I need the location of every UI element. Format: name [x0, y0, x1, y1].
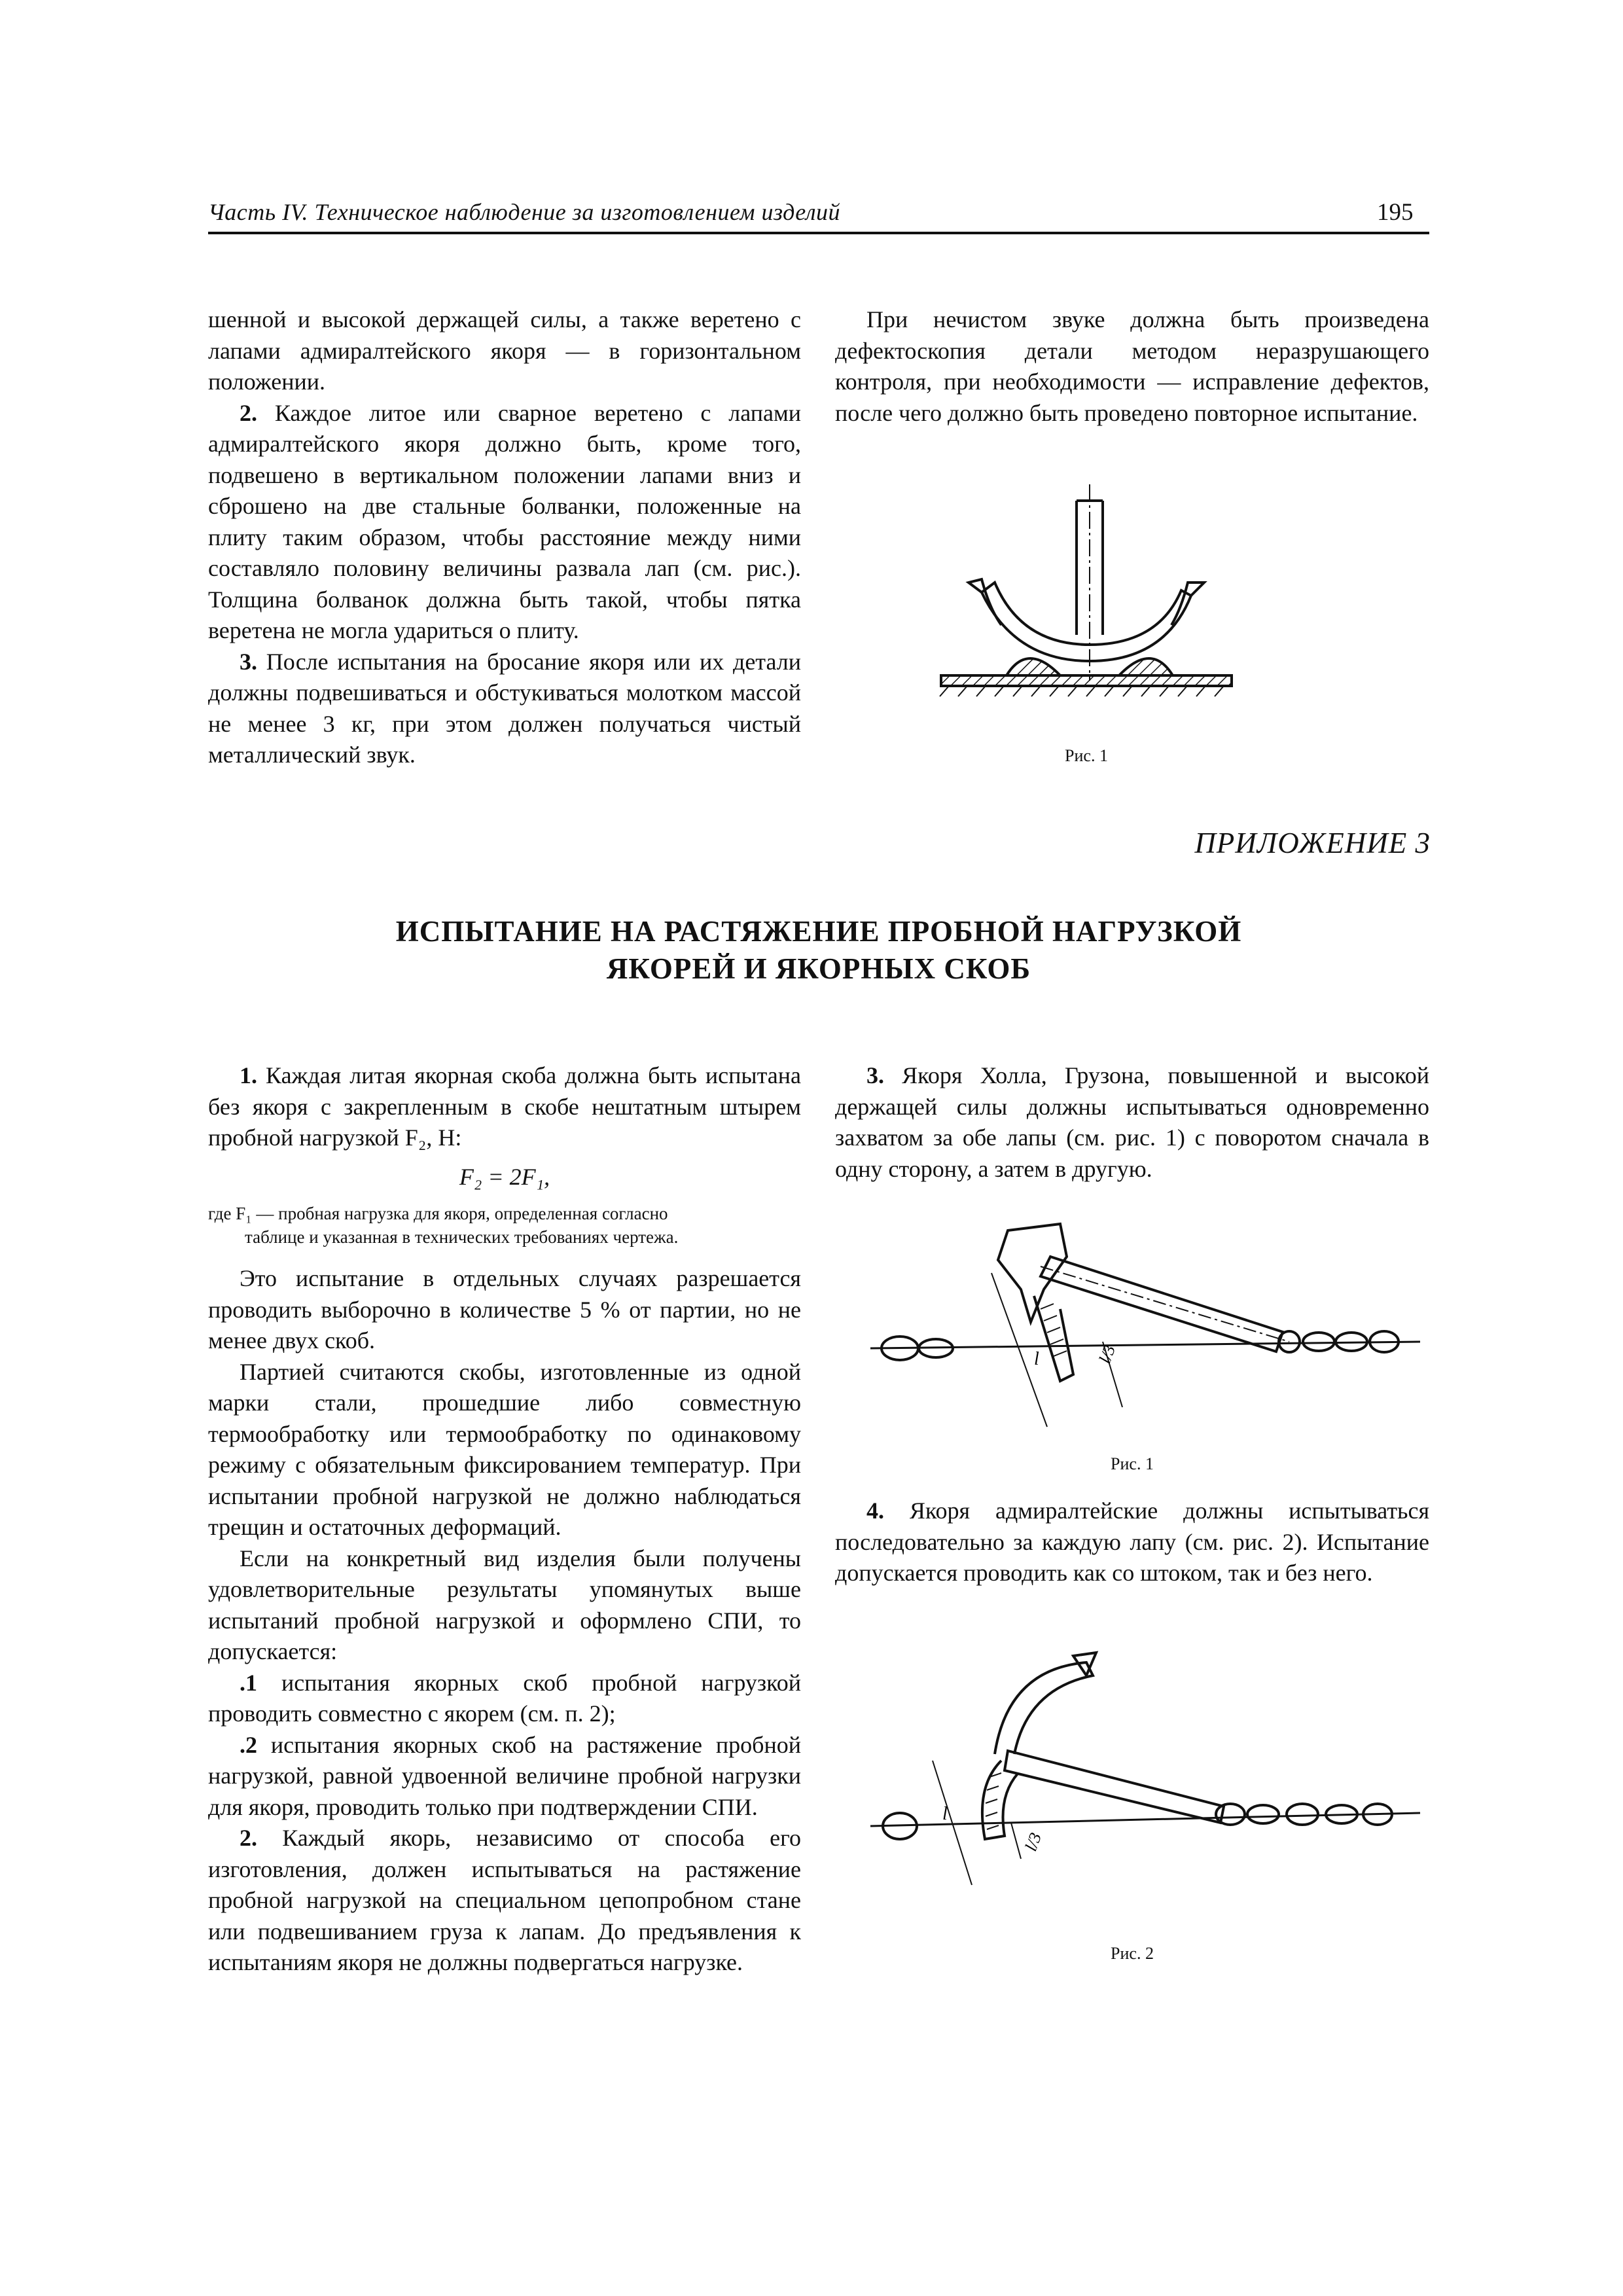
bottom-right-column-top — [835, 1060, 1429, 1185]
right-chain-link-1 — [1247, 1805, 1279, 1823]
bottom-left-column — [208, 1060, 801, 1979]
formula: F₂ = 2F₁, — [459, 1163, 550, 1190]
figure-2-caption: Рис. 2 — [1111, 1944, 1154, 1963]
paragraph-batch: Партией считаются скобы, изготовленные из одной марки стали, прошедшие либо совместную термообработку или термообработку по одинаковому режиму с обязательным фиксированием температур. При испытании пробной нагрузкой не должно наблюдаться трещин и остаточных деформаций. — [208, 1358, 801, 1540]
item-number: 2. — [240, 399, 257, 426]
paragraph-text: После испытания на бросание якоря или их детали должны подвешиваться и обстукиваться молотком массой не менее 3 кг, при этом должен получаться чистый металлический звук. — [208, 648, 801, 768]
item-number: 1. — [240, 1062, 257, 1088]
header-rule — [208, 232, 1429, 234]
steel-block-right — [1119, 658, 1173, 675]
figure-1-caption: Рис. 1 — [1111, 1454, 1154, 1473]
paragraph-4 — [835, 1496, 1429, 1589]
paragraph-text: испытания якорных скоб на растяжение пробной нагрузкой, равной удвоенной величине пробной нагрузки для якоря, проводить только при подтверждении СПИ. — [208, 1731, 801, 1820]
anchor-arms — [982, 583, 1191, 661]
paragraph-2 — [208, 1823, 801, 1979]
running-header-title: Часть IV. Техническое наблюдение за изготовлением изделий — [208, 199, 841, 225]
anchor-drop-figure — [929, 484, 1243, 720]
top-right-column — [835, 304, 1429, 429]
appendix-label: ПРИЛОЖЕНИЕ 3 — [1194, 827, 1431, 859]
anchor-shank — [1041, 1257, 1283, 1352]
paragraph-continued: шенной и высокой держащей силы, а также веретено с лапами адмиралтейского якоря — в горизонтальном положении. — [208, 306, 801, 395]
dimension-label-l3: l/3 — [1021, 1830, 1046, 1854]
section-title-line2: ЯКОРЕЙ И ЯКОРНЫХ СКОБ — [606, 952, 1031, 985]
note-line-2: таблице и указанная в технических требованиях чертежа. — [245, 1227, 679, 1247]
bottom-right-column-mid — [835, 1496, 1429, 1589]
anchor-upper-arm — [995, 1662, 1093, 1754]
dimension-label-l3: l/3 — [1095, 1342, 1120, 1367]
paragraph-defectoscopy: При нечистом звуке должна быть произведена дефектоскопия детали методом неразрушающего контроля, при необходимости — исправление дефектов, после чего должно быть проведено повторное испытание. — [835, 306, 1429, 426]
right-shackle — [1216, 1804, 1245, 1825]
paragraph-permission: Если на конкретный вид изделия были получены удовлетворительные результаты упомянутых выше испытаний пробной нагрузкой и оформлено СПИ, то допускается: — [208, 1545, 801, 1664]
hall-anchor-tension-figure — [844, 1211, 1433, 1427]
dimension-label-l: l — [1034, 1349, 1039, 1369]
paragraph-3 — [208, 647, 801, 771]
list-item-2 — [208, 1730, 801, 1823]
paragraph-text: Якоря Холла, Грузона, повышенной и высокой держащей силы должны испытываться одновременно захватом за обе лапы (см. рис. 1) с поворотом сначала в одну сторону, а затем в другую. — [835, 1062, 1430, 1182]
paragraph-sampling: Это испытание в отдельных случаях разрешается проводить выборочно в количестве 5 % от партии, но не менее двух скоб. — [208, 1265, 801, 1354]
right-chain-link-1 — [1303, 1333, 1334, 1351]
section-title-line1: ИСПЫТАНИЕ НА РАСТЯЖЕНИЕ ПРОБНОЙ НАГРУЗКОЙ — [395, 915, 1242, 948]
dimension-line-l3 — [1011, 1823, 1021, 1859]
admiralty-anchor-tension-figure — [844, 1643, 1433, 1905]
top-left-column — [208, 304, 801, 771]
steel-block-left — [1007, 658, 1060, 675]
paragraph-2 — [208, 398, 801, 647]
paragraph-3 — [835, 1060, 1429, 1185]
anchor-crown — [998, 1224, 1067, 1322]
item-number: .2 — [240, 1731, 257, 1758]
paragraph-text: Каждый якорь, независимо от способа его изготовления, должен испытываться на растяжение пробной нагрузкой на специальном цепопробном стане или подвешиванием груза к лапам. До предъявления к испытаниям якоря не должны подвергаться нагрузке. — [208, 1825, 801, 1975]
item-number: 2. — [240, 1825, 257, 1851]
note-line-1: где F₁ — пробная нагрузка для якоря, определенная согласно — [208, 1204, 668, 1223]
section-title — [208, 913, 1429, 988]
item-number: 3. — [866, 1062, 884, 1088]
paragraph-text: Якоря адмиралтейские должны испытываться последовательно за каждую лапу (см. рис. 2). Испытание допускается проводить как со штоком, так и без него. — [835, 1498, 1430, 1586]
item-number: 4. — [866, 1498, 884, 1524]
right-chain-link-2 — [1287, 1804, 1318, 1825]
shank-centre-line — [1041, 1266, 1289, 1342]
paragraph-text: испытания якорных скоб пробной нагрузкой проводить совместно с якорем (см. п. 2); — [208, 1669, 802, 1727]
item-number: 3. — [240, 648, 257, 675]
dimension-label-l: l — [942, 1804, 948, 1824]
item-number: .1 — [240, 1669, 257, 1696]
page-number: 195 — [1377, 199, 1414, 226]
paragraph-text: Каждая литая якорная скоба должна быть испытана без якоря с закрепленным в скобе нештатным штырем пробной нагрузкой F₂, Н: — [208, 1062, 802, 1151]
base-plate — [941, 675, 1232, 686]
figure-caption: Рис. 1 — [1065, 746, 1108, 765]
paragraph-1 — [208, 1060, 801, 1154]
list-item-1 — [208, 1668, 801, 1730]
ground-hatch — [940, 686, 1224, 696]
dimension-line-l — [933, 1761, 972, 1885]
anchor-fluke — [1034, 1296, 1073, 1381]
paragraph-text: Каждое литое или сварное веретено с лапами адмиралтейского якоря должно быть, кроме того, подвешено в вертикальном положении лапами вниз и сброшено на две стальные болванки, положенные на плиту таким образом, чтобы расстояние между ними составляло половину величины развала лап (см. рис.). Толщина болванок должна быть такой, чтобы пятка веретена не могла удариться о плиту. — [208, 399, 802, 643]
anchor-shank — [1005, 1751, 1224, 1823]
formula-note — [208, 1202, 801, 1249]
